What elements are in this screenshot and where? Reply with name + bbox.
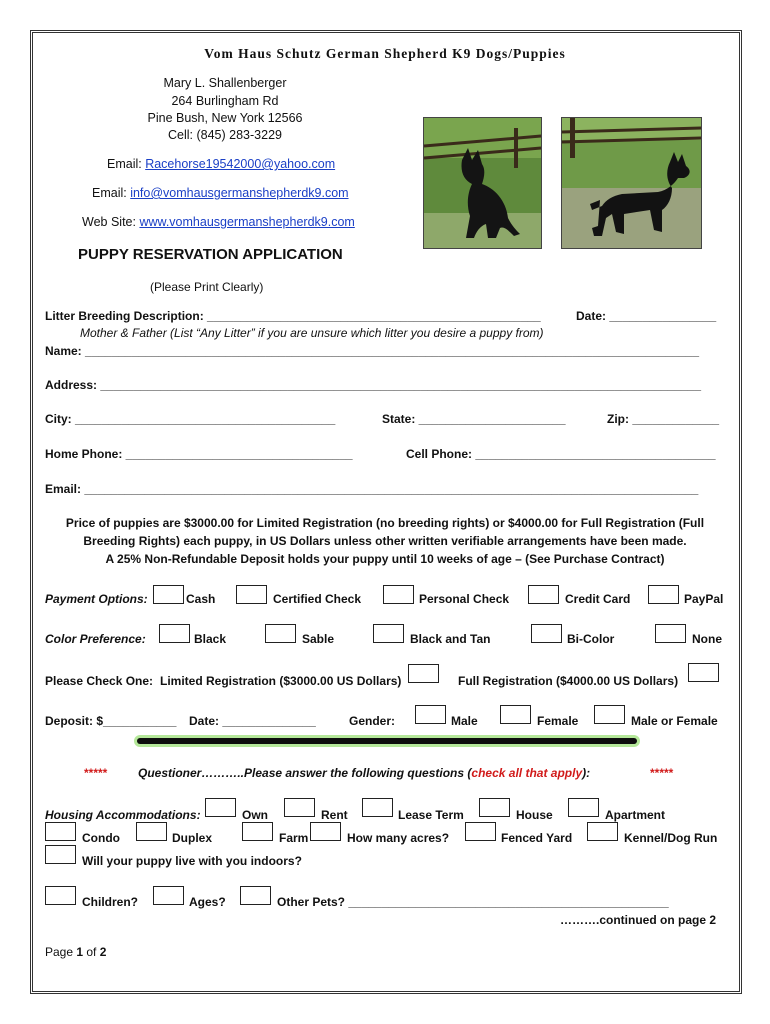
housing-condo-label: Condo: [82, 831, 120, 845]
print-clearly-note: (Please Print Clearly): [150, 280, 264, 294]
housing-fenced-yard-checkbox[interactable]: [465, 822, 496, 841]
housing-lease-label: Lease Term: [398, 808, 464, 822]
housing-rent-checkbox[interactable]: [284, 798, 315, 817]
gender-male-label: Male: [451, 714, 478, 728]
check-all-note: check all that apply: [471, 766, 583, 780]
housing-acres-label: How many acres?: [347, 831, 450, 845]
gender-male-checkbox[interactable]: [415, 705, 446, 724]
email-link-1[interactable]: Racehorse19542000@yahoo.com: [145, 157, 336, 171]
ages-label: Ages?: [189, 895, 226, 909]
payment-credit-card-checkbox[interactable]: [528, 585, 559, 604]
housing-acres-checkbox[interactable]: [310, 822, 341, 841]
deposit-field[interactable]: Deposit: $___________: [45, 714, 177, 728]
litter-field[interactable]: Litter Breeding Description: __________________________________________________: [45, 309, 541, 323]
dog-photo-2: [561, 117, 702, 249]
color-black-and-tan-label: Black and Tan: [410, 632, 491, 646]
questionnaire-heading: Questioner………..Please answer the following questions (check all that apply):: [138, 766, 591, 780]
indoors-label: Will your puppy live with you indoors?: [82, 854, 302, 868]
housing-fenced-yard-label: Fenced Yard: [501, 831, 573, 845]
gender-female-checkbox[interactable]: [500, 705, 531, 724]
color-black-and-tan-checkbox[interactable]: [373, 624, 404, 643]
color-preference-label: Color Preference:: [45, 632, 146, 646]
payment-personal-check-checkbox[interactable]: [383, 585, 414, 604]
gender-either-label: Male or Female: [631, 714, 718, 728]
payment-personal-check-label: Personal Check: [419, 592, 510, 606]
document-title: Vom Haus Schutz German Shepherd K9 Dogs/Puppies: [204, 46, 566, 61]
housing-own-label: Own: [242, 808, 268, 822]
payment-paypal-label: PayPal: [684, 592, 724, 606]
email-field[interactable]: Email: ____________________________________________________________________________________________: [45, 482, 699, 496]
payment-certified-check-label: Certified Check: [273, 592, 362, 606]
housing-own-checkbox[interactable]: [205, 798, 236, 817]
color-bi-color-label: Bi-Color: [567, 632, 615, 646]
housing-lease-checkbox[interactable]: [362, 798, 393, 817]
email-line-2: Email: info@vomhausgermanshepherdk9.com: [92, 186, 349, 200]
housing-farm-label: Farm: [279, 831, 309, 845]
gender-female-label: Female: [537, 714, 579, 728]
other-pets-checkbox[interactable]: [240, 886, 271, 905]
state-field[interactable]: State: ______________________: [382, 412, 566, 426]
housing-apartment-checkbox[interactable]: [568, 798, 599, 817]
name-field[interactable]: Name: ____________________________________________________________________________________________: [45, 344, 700, 358]
cell-phone-field[interactable]: Cell Phone: ____________________________________: [406, 447, 716, 461]
payment-options-label: Payment Options:: [45, 592, 148, 606]
check-one-label: Please Check One:: [45, 674, 154, 688]
email-line-1: Email: Racehorse19542000@yahoo.com: [107, 157, 336, 171]
housing-condo-checkbox[interactable]: [45, 822, 76, 841]
city-address: Pine Bush, New York 12566: [147, 111, 303, 125]
other-pets-field[interactable]: Other Pets? ________________________________________________: [277, 895, 669, 909]
limited-registration-checkbox[interactable]: [408, 664, 439, 683]
website-link[interactable]: www.vomhausgermanshepherdk9.com: [139, 215, 355, 229]
color-none-label: None: [692, 632, 722, 646]
ages-checkbox[interactable]: [153, 886, 184, 905]
housing-house-checkbox[interactable]: [479, 798, 510, 817]
payment-cash-label: Cash: [186, 592, 216, 606]
color-sable-label: Sable: [302, 632, 335, 646]
housing-farm-checkbox[interactable]: [242, 822, 273, 841]
payment-certified-check-checkbox[interactable]: [236, 585, 267, 604]
color-bi-color-checkbox[interactable]: [531, 624, 562, 643]
price-line-1: Price of puppies are $3000.00 for Limited Registration (no breeding rights) or $4000.00 for Full Registration (Full: [65, 516, 705, 530]
full-registration-label: Full Registration ($4000.00 US Dollars): [458, 674, 679, 688]
housing-label: Housing Accommodations:: [45, 808, 201, 822]
payment-credit-card-label: Credit Card: [565, 592, 631, 606]
housing-duplex-label: Duplex: [172, 831, 213, 845]
payment-cash-checkbox[interactable]: [153, 585, 184, 604]
children-checkbox[interactable]: [45, 886, 76, 905]
cell-phone: Cell: (845) 283-3229: [168, 128, 282, 142]
zip-field[interactable]: Zip: _____________: [607, 412, 720, 426]
stars-left: *****: [84, 766, 108, 780]
housing-kennel-label: Kennel/Dog Run: [624, 831, 718, 845]
owner-name: Mary L. Shallenberger: [163, 76, 287, 90]
street-address: 264 Burlingham Rd: [171, 94, 279, 108]
continued-note: ……….continued on page 2: [560, 913, 717, 927]
housing-kennel-checkbox[interactable]: [587, 822, 618, 841]
home-phone-field[interactable]: Home Phone: __________________________________: [45, 447, 353, 461]
price-line-3: A 25% Non-Refundable Deposit holds your puppy until 10 weeks of age – (See Purchase Contract): [105, 552, 665, 566]
color-sable-checkbox[interactable]: [265, 624, 296, 643]
stars-right: *****: [650, 766, 674, 780]
dog-photo-1: [423, 117, 542, 249]
housing-apartment-label: Apartment: [605, 808, 666, 822]
color-black-checkbox[interactable]: [159, 624, 190, 643]
full-registration-checkbox[interactable]: [688, 663, 719, 682]
payment-paypal-checkbox[interactable]: [648, 585, 679, 604]
gender-label: Gender:: [349, 714, 396, 728]
color-black-label: Black: [194, 632, 227, 646]
indoors-checkbox[interactable]: [45, 845, 76, 864]
limited-registration-label: Limited Registration ($3000.00 US Dollars): [160, 674, 402, 688]
price-line-2: Breeding Rights) each puppy, in US Dollars unless other written verifiable arrangements have been made.: [83, 534, 687, 548]
address-field[interactable]: Address: __________________________________________________________________________________________: [45, 378, 701, 392]
housing-duplex-checkbox[interactable]: [136, 822, 167, 841]
housing-rent-label: Rent: [321, 808, 348, 822]
deposit-date-field[interactable]: Date: ______________: [189, 714, 316, 728]
color-none-checkbox[interactable]: [655, 624, 686, 643]
form-heading: PUPPY RESERVATION APPLICATION: [78, 246, 343, 263]
children-label: Children?: [82, 895, 138, 909]
housing-house-label: House: [516, 808, 553, 822]
page-number: Page 1 of 2: [45, 945, 107, 959]
email-link-2[interactable]: info@vomhausgermanshepherdk9.com: [130, 186, 349, 200]
city-field[interactable]: City: _______________________________________: [45, 412, 336, 426]
date-field[interactable]: Date: ________________: [576, 309, 717, 323]
website-line: Web Site: www.vomhausgermanshepherdk9.com: [82, 215, 355, 229]
section-divider: [137, 738, 637, 744]
litter-note: Mother & Father (List “Any Litter” if you are unsure which litter you desire a puppy from): [80, 326, 544, 340]
gender-either-checkbox[interactable]: [594, 705, 625, 724]
